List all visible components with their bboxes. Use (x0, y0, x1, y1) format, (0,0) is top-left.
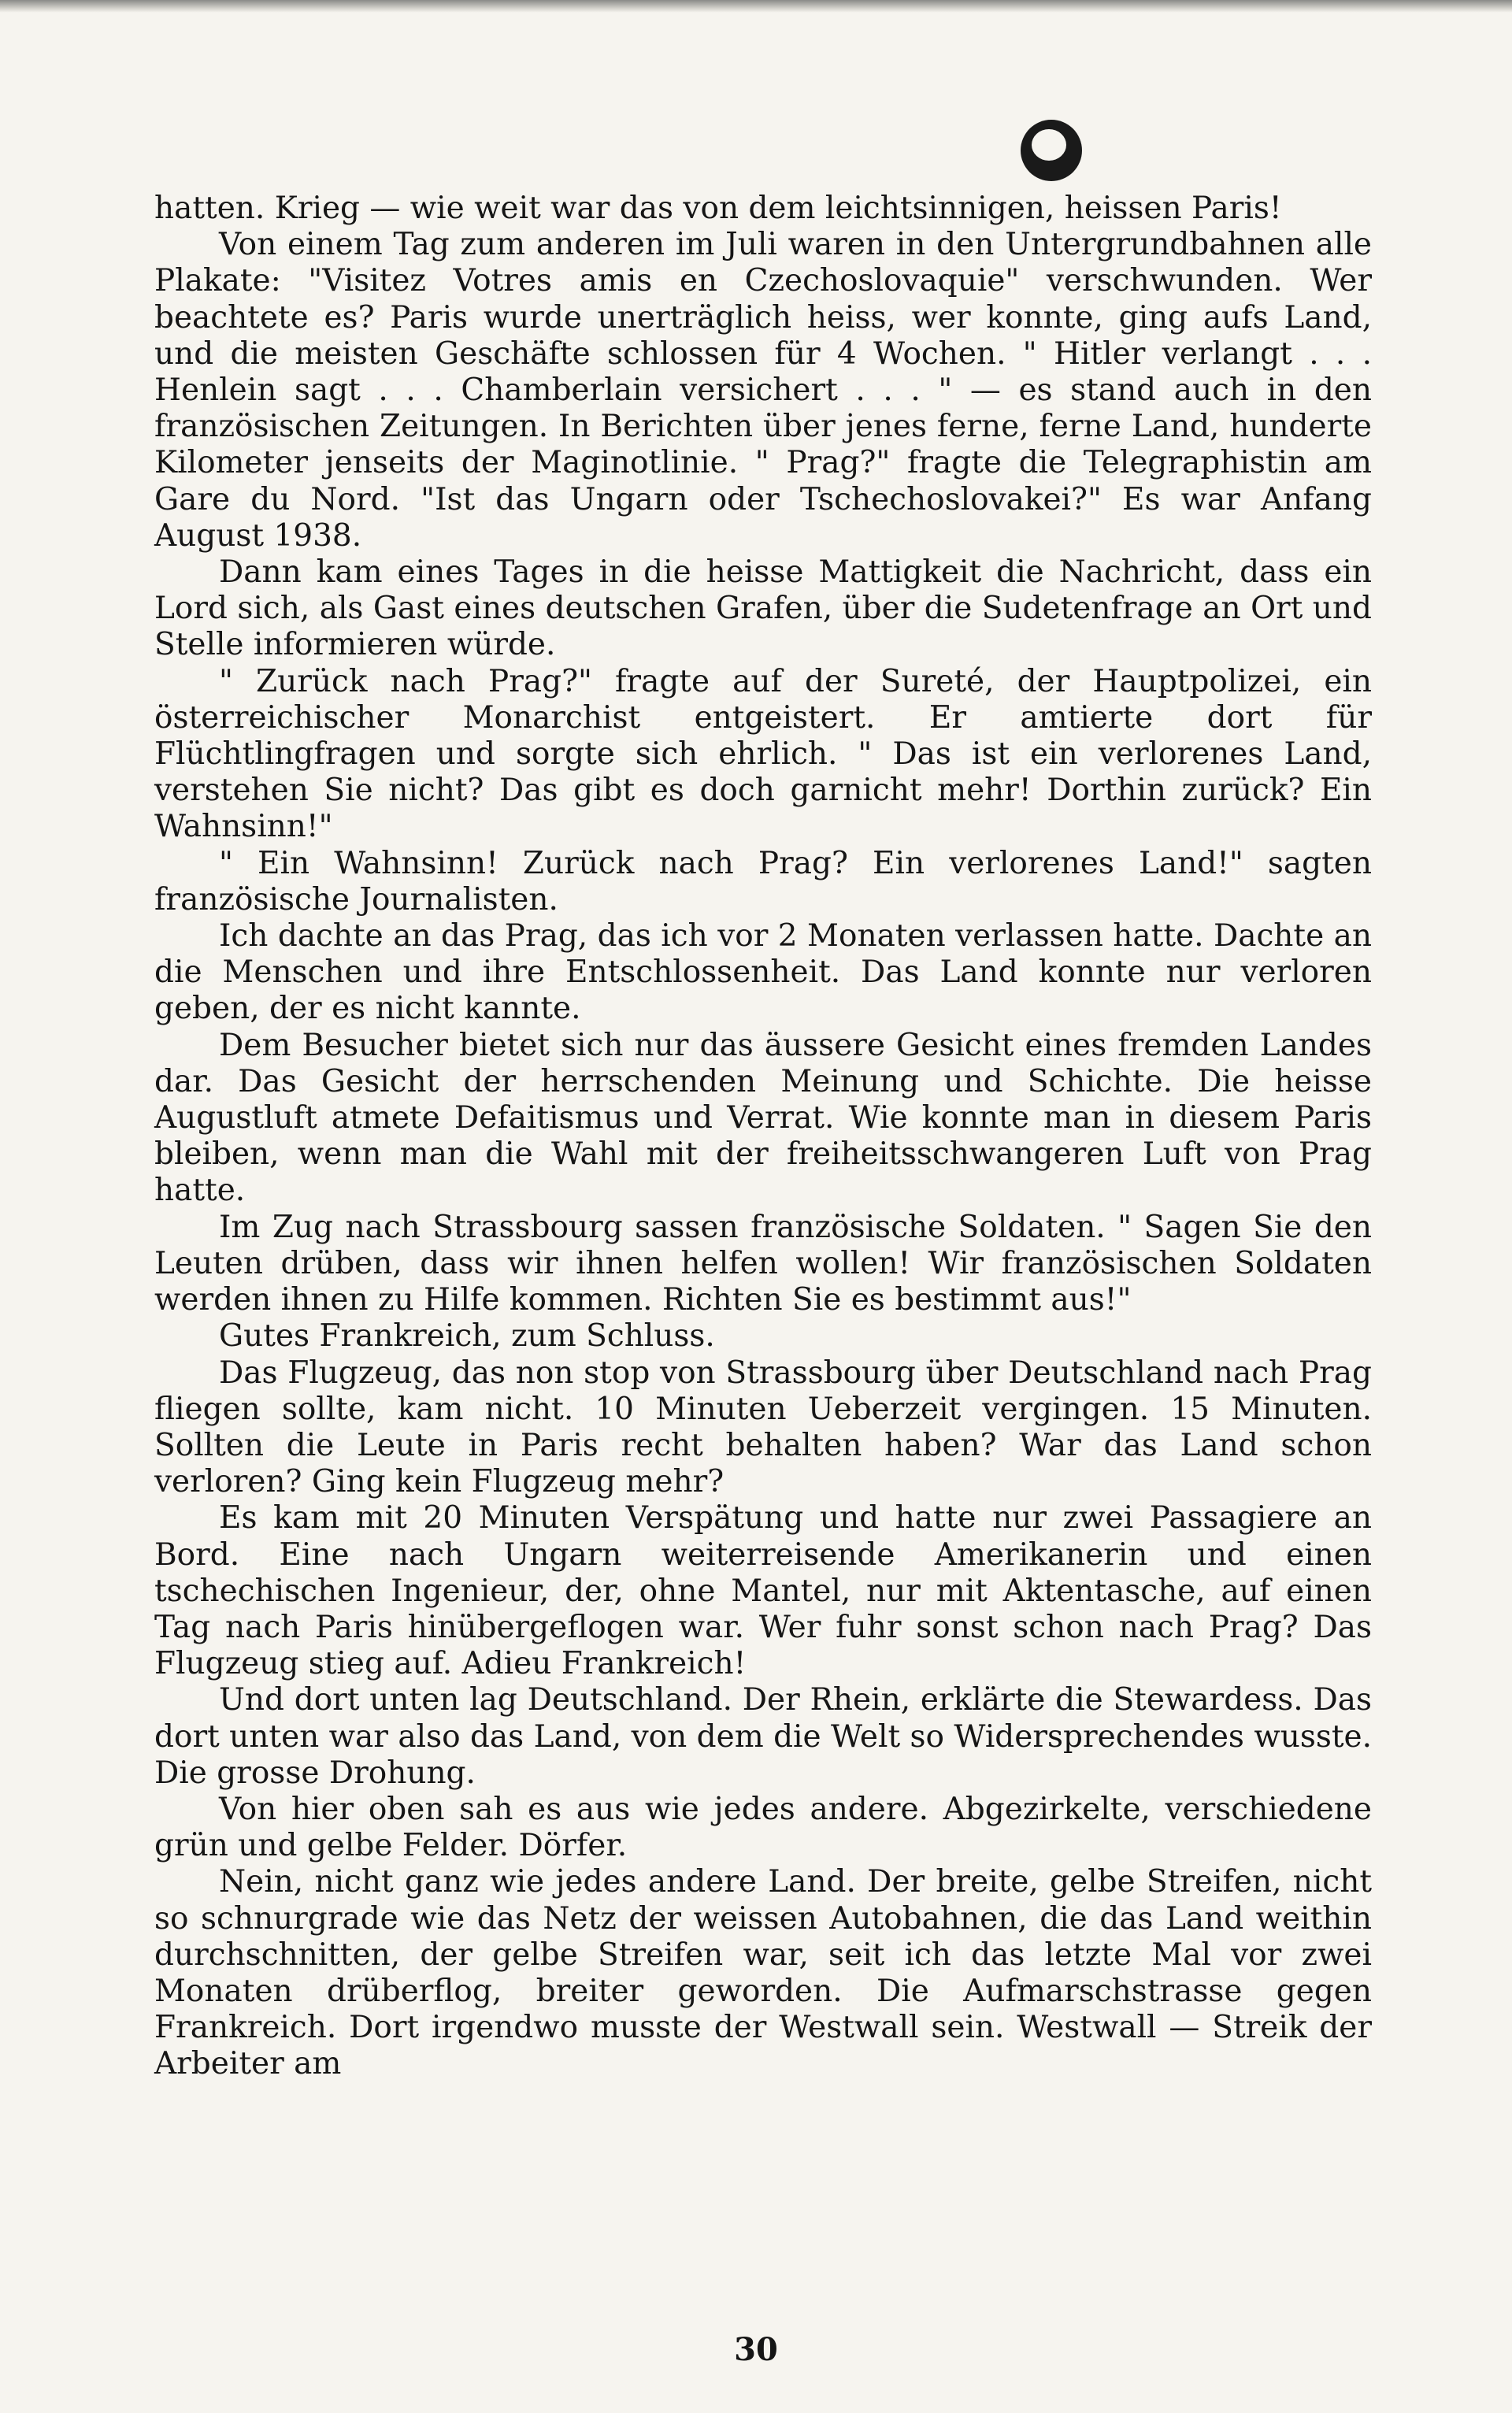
paragraph: Dem Besucher bietet sich nur das äussere Gesicht eines fremden Landes dar. Das Gesicht der herrschenden Meinung und Schichte. Die heisse Augustluft atmete Defaitismus und Verrat. Wie konnte man in diesem Paris bleiben, wenn man die Wahl mit der freiheitsschwangeren Luft von Prag hatte. (154, 1027, 1372, 1209)
paragraph: hatten. Krieg — wie weit war das von dem leichtsinnigen, heissen Paris! (154, 191, 1282, 226)
page-number: 30 (734, 2331, 778, 2368)
paragraph: Im Zug nach Strassbourg sassen französische Soldaten. " Sagen Sie den Leuten drüben, dass wir ihnen helfen wollen! Wir französischen Soldaten werden ihnen zu Hilfe kommen. Richten Sie es bestimmt aus!" (154, 1209, 1372, 1318)
page-body (154, 191, 1372, 2083)
paragraph: " Zurück nach Prag?" fragte auf der Sureté, der Hauptpolizei, ein österreichischer Monarchist entgeistert. Er amtierte dort für Flüchtlingfragen und sorgte sich ehrlich. " Das ist ein verlorenes Land, verstehen Sie nicht? Das gibt es doch garnicht mehr! Dorthin zurück? Ein Wahnsinn!" (154, 663, 1372, 845)
paragraph: Nein, nicht ganz wie jedes andere Land. Der breite, gelbe Streifen, nicht so schnurgrade wie das Netz der weissen Autobahnen, die das Land weithin durchschnitten, der gelbe Streifen war, seit ich das letzte Mal vor zwei Monaten drüberflog, breiter geworden. Die Aufmarschstrasse gegen Frankreich. Dort irgendwo musste der Westwall sein. Westwall — Streik der Arbeiter am (154, 1864, 1372, 2082)
paragraph: Von einem Tag zum anderen im Juli waren in den Untergrundbahnen alle Plakate: "Visitez Votres amis en Czechoslovaquie" verschwunden. Wer beachtete es? Paris wurde unerträglich heiss, wer konnte, ging aufs Land, und die meisten Geschäfte schlossen für 4 Wochen. " Hitler verlangt . . . Henlein sagt . . . Chamberlain versichert . . . " — es stand auch in den französischen Zeitungen. In Berichten über jenes ferne, ferne Land, hunderte Kilometer jenseits der Maginotlinie. " Prag?" fragte die Telegraphistin am Gare du Nord. "Ist das Ungarn oder Tschechoslovakei?" Es war Anfang August 1938. (154, 227, 1372, 554)
paragraph: Ich dachte an das Prag, das ich vor 2 Monaten verlassen hatte. Dachte an die Menschen und ihre Entschlossenheit. Das Land konnte nur verloren geben, der es nicht kannte. (154, 918, 1372, 1027)
page-edge (0, 0, 1512, 13)
paragraph: Das Flugzeug, das non stop von Strassbourg über Deutschland nach Prag fliegen sollte, kam nicht. 10 Minuten Ueberzeit vergingen. 15 Minuten. Sollten die Leute in Paris recht behalten haben? War das Land schon verloren? Ging kein Flugzeug mehr? (154, 1355, 1372, 1500)
paragraph: Dann kam eines Tages in die heisse Mattigkeit die Nachricht, dass ein Lord sich, als Gast eines deutschen Grafen, über die Sudetenfrage an Ort und Stelle informieren würde. (154, 554, 1372, 663)
paragraph: " Ein Wahnsinn! Zurück nach Prag? Ein verlorenes Land!" sagten französische Journalisten. (154, 845, 1372, 917)
paragraph: Es kam mit 20 Minuten Verspätung und hatte nur zwei Passagiere an Bord. Eine nach Ungarn weiterreisende Amerikanerin und einen tschechischen Ingenieur, der, ohne Mantel, nur mit Aktentasche, auf einen Tag nach Paris hinübergeflogen war. Wer fuhr sonst schon nach Prag? Das Flugzeug stieg auf. Adieu Frankreich! (154, 1500, 1372, 1682)
paragraph: Von hier oben sah es aus wie jedes andere. Abgezirkelte, verschiedene grün und gelbe Felder. Dörfer. (154, 1791, 1372, 1864)
paragraph: Gutes Frankreich, zum Schluss. (219, 1318, 715, 1355)
paragraph: Und dort unten lag Deutschland. Der Rhein, erklärte die Stewardess. Das dort unten war also das Land, von dem die Welt so Widersprechendes wusste. Die grosse Drohung. (154, 1682, 1372, 1791)
library-stamp-icon (1021, 120, 1082, 181)
